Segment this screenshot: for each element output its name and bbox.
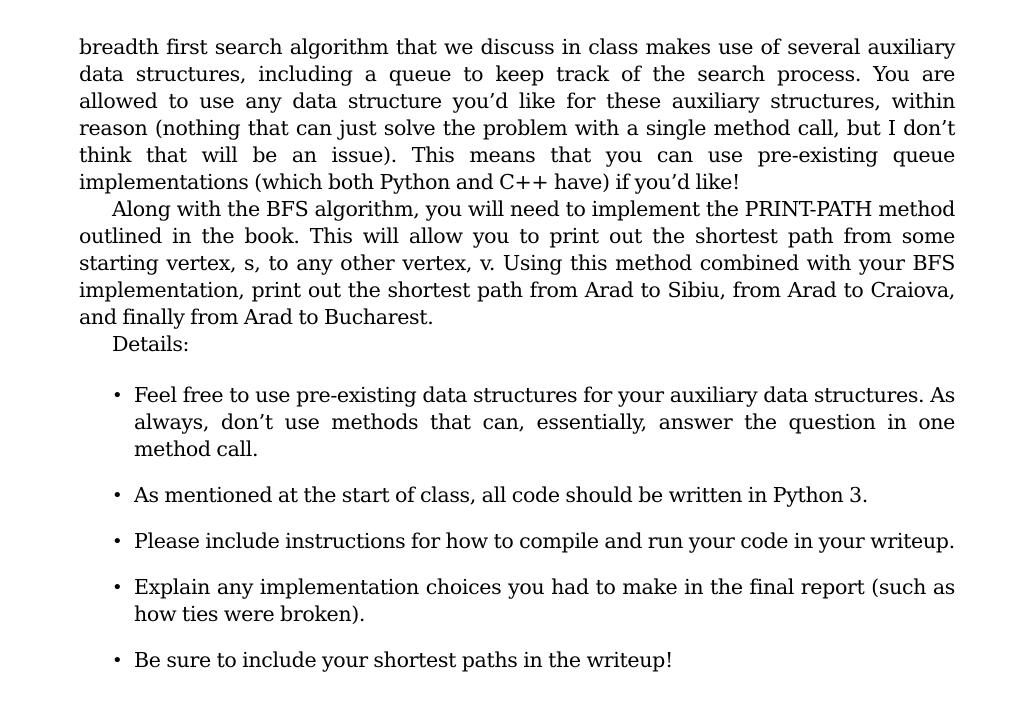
list-item-text: Explain any implementation choices you had to make in the final report (such as how ties were broken). bbox=[134, 575, 955, 626]
details-heading: Details: bbox=[112, 332, 190, 356]
bullet-icon: • bbox=[112, 650, 123, 671]
list-item bbox=[79, 528, 955, 555]
list-item bbox=[79, 574, 955, 628]
bullet-icon: • bbox=[112, 385, 123, 406]
document-page bbox=[79, 34, 955, 693]
list-item-text: As mentioned at the start of class, all code should be written in Python 3. bbox=[134, 483, 868, 507]
list-item bbox=[79, 647, 955, 674]
bullet-icon: • bbox=[112, 485, 123, 506]
list-item bbox=[79, 482, 955, 509]
list-item-text: Please include instructions for how to compile and run your code in your writeup. bbox=[134, 529, 955, 553]
details-list bbox=[79, 382, 955, 674]
list-item-text: Feel free to use pre-existing data structures for your auxiliary data structures. As always, don’t use methods that can, essentially, answer the question in one method call. bbox=[134, 383, 955, 461]
list-item bbox=[79, 382, 955, 463]
list-item-text: Be sure to include your shortest paths in the writeup! bbox=[134, 648, 673, 672]
bullet-icon: • bbox=[112, 531, 123, 552]
bullet-icon: • bbox=[112, 577, 123, 598]
paragraph-intro: breadth first search algorithm that we discuss in class makes use of several auxiliary data structures, including a queue to keep track of the search process. You are allowed to use any data structure you’d like for these auxiliary structures, within reason (nothing that can just solve the problem with a single method call, but I don’t think that will be an issue). This means that you can use pre-existing queue implementations (which both Python and C++ have) if you’d like! bbox=[79, 35, 955, 194]
paragraph-print-path: Along with the BFS algorithm, you will need to implement the PRINT-PATH method outlined in the book. This will allow you to print out the shortest path from some starting vertex, s, to any other vertex, v. Using this method combined with your BFS implementation, print out the shortest path from Arad to Sibiu, from Arad to Craiova, and finally from Arad to Bucharest. bbox=[79, 197, 955, 329]
